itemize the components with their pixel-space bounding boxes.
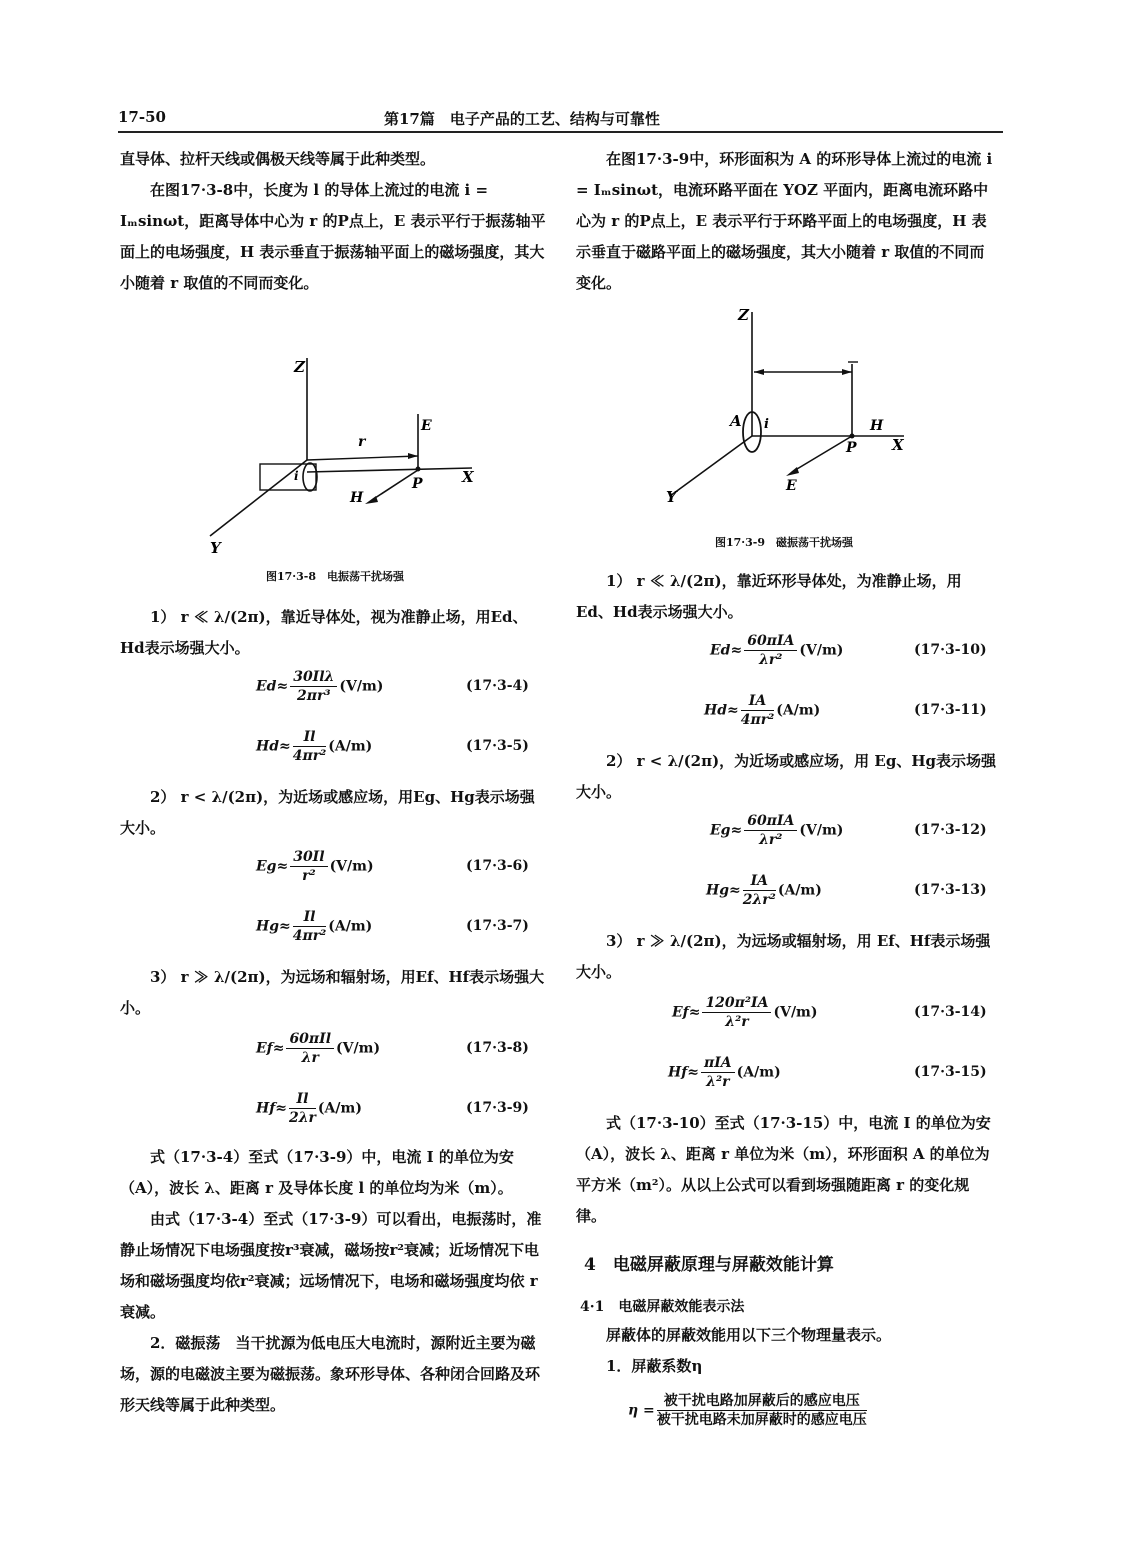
equation	[256, 848, 374, 885]
eq-unit: (A/m)	[328, 738, 373, 755]
eq-numerator: 60πIA	[744, 632, 797, 651]
eq-unit: (A/m)	[776, 702, 821, 719]
paragraph: 直导体、拉杆天线或偶极天线等属于此种类型。	[120, 150, 436, 168]
eq-numerator: Il	[293, 728, 327, 747]
fig-label: Z	[738, 306, 749, 324]
equation-number: (17·3-11)	[914, 702, 987, 718]
eq-denominator: 2λr	[288, 1110, 316, 1126]
paragraph: 在图17·3-8中，长度为 l 的导体上流过的电流 i = Iₘsinωt，距离导体中心为 r 的P点上，E 表示平行于振荡轴平面上的电场强度，H 表示垂直于振荡轴平面上的磁场强度，其大小随着 r 取值的不同而变化。	[120, 181, 546, 292]
eq-denominator: λr²	[759, 832, 783, 848]
eq-denominator: 4πr²	[292, 748, 327, 764]
equation-number: (17·3-5)	[466, 738, 529, 754]
equation	[256, 728, 372, 765]
eq-lhs: Hg≈	[256, 918, 291, 935]
equation-number: (17·3-7)	[466, 918, 529, 934]
header-rule	[118, 131, 1003, 133]
eq-lhs: Ed≈	[256, 678, 289, 695]
case-1	[120, 602, 548, 664]
equation	[710, 632, 843, 669]
paragraph: 式（17·3-10）至式（17·3-15）中，电流 I 的单位为安（A），波长 λ、距离 r 单位为米（m），环形面积 A 的单位为平方米（m²）。从以上公式可以看到场强随距离 r 的变化规律。	[576, 1114, 991, 1225]
equation-eta	[628, 1392, 869, 1429]
case-3	[120, 962, 548, 1024]
eq-unit: (A/m)	[317, 1100, 362, 1117]
fig-label: X	[462, 468, 474, 486]
equation-number: (17·3-13)	[914, 882, 987, 898]
eq-lhs: Hf≈	[256, 1100, 287, 1117]
equation-number: (17·3-8)	[466, 1040, 529, 1056]
eq-denominator: 4πr²	[292, 928, 327, 944]
eq-unit: (V/m)	[799, 642, 844, 659]
page-number: 17-50	[118, 108, 166, 126]
eq-lhs: Ed≈	[710, 642, 743, 659]
equation-number: (17·3-12)	[914, 822, 987, 838]
eq-denominator: λ²r	[706, 1074, 730, 1090]
eq-lhs: Eg≈	[710, 822, 743, 839]
equation-number: (17·3-10)	[914, 642, 987, 658]
equation-number: (17·3-14)	[914, 1004, 987, 1020]
paragraph: 2） r < λ/(2π)，为近场或感应场，用Eg、Hg表示场强大小。	[120, 788, 535, 837]
running-title: 第17篇 电子产品的工艺、结构与可靠性	[384, 110, 660, 128]
eq-unit: (A/m)	[328, 918, 373, 935]
eq-denominator: 2πr³	[297, 688, 331, 704]
fig-label: r	[358, 434, 366, 450]
eq-unit: (V/m)	[799, 822, 844, 839]
paragraph: 在图17·3-9中，环形面积为 A 的环形导体上流过的电流 i = Iₘsinωt，电流环路平面在 YOZ 平面内，距离电流环路中心为 r 的P点上，E 表示平行于环路平面上的电场强度，H 表示垂直于磁路平面上的磁场强度，其大小随着 r 取值的不同而变化。	[576, 150, 993, 292]
eq-lhs: Hf≈	[668, 1064, 699, 1081]
equation	[710, 812, 843, 849]
eq-lhs: Ef≈	[672, 1004, 701, 1021]
equation	[668, 1054, 781, 1091]
eq-lhs: Hd≈	[704, 702, 739, 719]
eq-numerator: IA	[741, 692, 775, 711]
eq-denominator: λ²r	[725, 1014, 749, 1030]
eq-numerator: 120π²IA	[702, 994, 771, 1013]
figure-17-3-9	[652, 300, 922, 510]
paragraph: 1．屏蔽系数η	[606, 1357, 703, 1375]
fig-label: P	[846, 440, 857, 456]
eq-denominator: λr²	[759, 652, 783, 668]
fig-label: E	[421, 418, 432, 434]
equation	[256, 1030, 380, 1067]
eq-lhs: Hd≈	[256, 738, 291, 755]
eq-unit: (A/m)	[736, 1064, 781, 1081]
eq-lhs: Hg≈	[706, 882, 741, 899]
equation	[256, 1090, 362, 1127]
eq-unit: (V/m)	[339, 678, 384, 695]
fig-label: X	[892, 436, 904, 454]
paragraph: 由式（17·3-4）至式（17·3-9）可以看出，电振荡时，准静止场情况下电场强度按r³衰减，磁场按r²衰减；近场情况下电场和磁场强度均依r²衰减；远场情况下，电场和磁场强度均依 r 衰减。	[120, 1210, 542, 1321]
fig-label: H	[870, 418, 884, 434]
eq-unit: (V/m)	[329, 858, 374, 875]
equation	[672, 994, 818, 1031]
eq-numerator: 被干扰电路加屏蔽后的感应电压	[657, 1392, 867, 1411]
eq-numerator: Il	[293, 908, 327, 927]
eq-unit: (A/m)	[777, 882, 822, 899]
equation-number: (17·3-4)	[466, 678, 529, 694]
eq-numerator: 60πIA	[744, 812, 797, 831]
eq-denominator: r²	[302, 868, 316, 884]
right-shield-intro	[576, 1320, 998, 1382]
paragraph: 屏蔽体的屏蔽效能用以下三个物理量表示。	[606, 1326, 892, 1344]
eq-numerator: 60πIl	[286, 1030, 334, 1049]
fig-label: Y	[210, 539, 221, 557]
paragraph: 2．磁振荡 当干扰源为低电压大电流时，源附近主要为磁场，源的电磁波主要为磁振荡。象环形导体、各种闭合回路及环形天线等属于此种类型。	[120, 1334, 541, 1414]
eq-numerator: πIA	[701, 1054, 735, 1073]
equation	[256, 908, 372, 945]
equation-number: (17·3-9)	[466, 1100, 529, 1116]
fig-label: A	[730, 412, 742, 430]
figure-caption: 图17·3-8 电振荡干扰场强	[265, 570, 404, 583]
eq-denominator: λr	[301, 1050, 319, 1066]
left-closing	[120, 1142, 548, 1421]
case-2	[576, 746, 998, 808]
right-closing	[576, 1108, 998, 1232]
eq-numerator: IA	[743, 872, 776, 891]
eq-numerator: 30Il	[290, 848, 327, 867]
fig-label: i	[764, 417, 769, 432]
paragraph: 式（17·3-4）至式（17·3-9）中，电流 I 的单位为安（A），波长 λ、距离 r 及导体长度 l 的单位均为米（m）。	[120, 1148, 514, 1197]
eq-numerator: Il	[289, 1090, 316, 1109]
fig-label: E	[786, 478, 797, 494]
case-2	[120, 782, 548, 844]
paragraph: 1） r ≪ λ/(2π)，靠近导体处，视为准静止场，用Ed、Hd表示场强大小。	[120, 608, 528, 657]
fig-label: P	[412, 476, 423, 492]
figure-17-3-8	[150, 348, 490, 558]
paragraph: 3） r ≫ λ/(2π)，为远场或辐射场，用 Ef、Hf表示场强大小。	[576, 932, 991, 981]
paragraph: 3） r ≫ λ/(2π)，为远场和辐射场，用Ef、Hf表示场强大小。	[120, 968, 545, 1017]
eq-unit: (V/m)	[336, 1040, 381, 1057]
case-3	[576, 926, 998, 988]
eq-numerator: 30Ilλ	[290, 668, 337, 687]
subsection-heading: 4·1 电磁屏蔽效能表示法	[580, 1299, 745, 1315]
paragraph: 2） r < λ/(2π)，为近场或感应场，用 Eg、Hg表示场强大小。	[576, 752, 996, 801]
eq-denominator: 被干扰电路未加屏蔽时的感应电压	[656, 1412, 867, 1428]
eq-lhs: Ef≈	[256, 1040, 285, 1057]
equation-number: (17·3-15)	[914, 1064, 987, 1080]
eq-denominator: 2λr²	[742, 892, 776, 908]
equation	[706, 872, 822, 909]
fig-label: Y	[666, 488, 677, 506]
right-intro	[576, 144, 998, 299]
section-heading: 4 电磁屏蔽原理与屏蔽效能计算	[584, 1255, 834, 1275]
paragraph: 1） r ≪ λ/(2π)，靠近环形导体处，为准静止场，用Ed、Hd表示场强大小。	[576, 572, 962, 621]
fig-label: i	[294, 469, 299, 483]
fig-label: Z	[294, 358, 305, 376]
eq-unit: (V/m)	[773, 1004, 818, 1021]
figure-caption: 图17·3-9 磁振荡干扰场强	[714, 536, 853, 549]
eq-lhs: η =	[628, 1402, 655, 1419]
fig-label: H	[350, 490, 364, 506]
eq-lhs: Eg≈	[256, 858, 289, 875]
equation	[704, 692, 820, 729]
eq-denominator: 4πr²	[740, 712, 775, 728]
case-1	[576, 566, 998, 628]
equation-number: (17·3-6)	[466, 858, 529, 874]
equation	[256, 668, 383, 705]
left-intro	[120, 144, 548, 299]
